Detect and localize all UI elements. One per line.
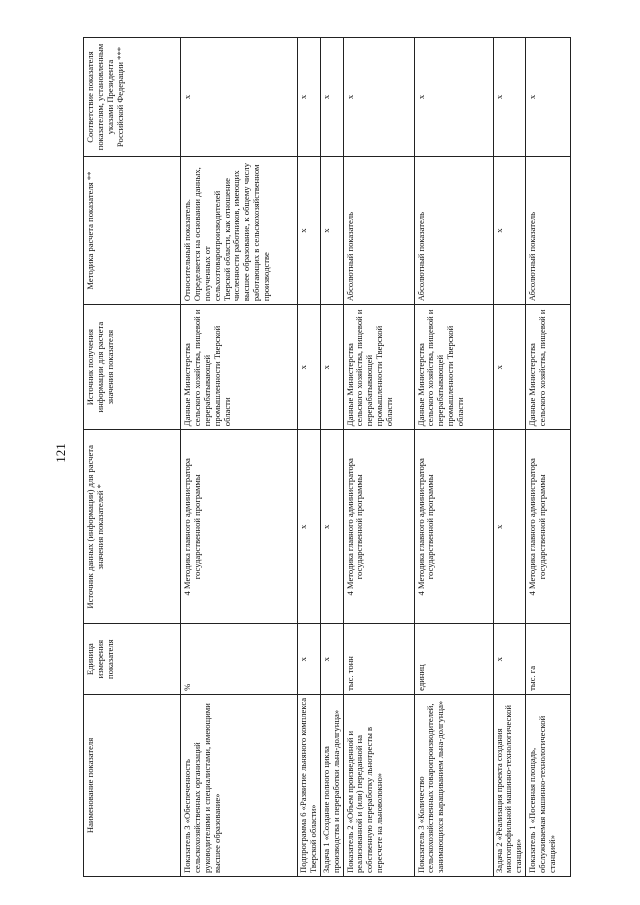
cell-decree: x [343, 38, 414, 157]
rotated-table-container [83, 37, 613, 877]
cell-method: Абсолютный показатель [414, 157, 493, 305]
cell-decree: x [414, 38, 493, 157]
cell-decree: x [493, 38, 526, 157]
cell-method: x [493, 157, 526, 305]
table-row [298, 38, 321, 877]
cell-unit: x [493, 624, 526, 694]
table-header-row [84, 38, 181, 877]
cell-indicator-name: Показатель 3 «Обеспеченность сельскохозяйственных организаций руководителями и специалистами, имеющими высшее образование» [181, 694, 298, 876]
cell-unit: x [298, 624, 321, 694]
cell-info-source: Данные Министерства сельского хозяйства, пищевой и перерабатывающей промышленности Тверской области [181, 305, 298, 430]
cell-data-source: 4 Методика главного администратора государственной программы [526, 430, 571, 624]
cell-info-source: Данные Министерства сельского хозяйства, пищевой и перерабатывающей промышленности Тверской области [343, 305, 414, 430]
cell-method: Абсолютный показатель [343, 157, 414, 305]
cell-unit: тыс. га [526, 624, 571, 694]
cell-data-source: 4 Методика главного администратора государственной программы [181, 430, 298, 624]
cell-info-source: Данные Министерства сельского хозяйства, пищевой и [526, 305, 571, 430]
header-indicator-name: Наименование показателя [84, 694, 181, 876]
cell-indicator-name: Показатель 3 «Количество сельскохозяйственных товаропроизводителей, занимающихся выращиванием льна-долгунца» [414, 694, 493, 876]
cell-decree: x [320, 38, 343, 157]
header-presidential-decree: Соответствие показателя показателям, установленным указами Президента Российской Федерации *** [84, 38, 181, 157]
cell-unit: x [320, 624, 343, 694]
cell-method: x [320, 157, 343, 305]
table-row [181, 38, 298, 877]
indicators-table [83, 37, 571, 877]
cell-decree: x [526, 38, 571, 157]
cell-data-source: 4 Методика главного администратора государственной программы [343, 430, 414, 624]
table-row [343, 38, 414, 877]
cell-data-source: x [320, 430, 343, 624]
header-unit: Единица измерения показателя [84, 624, 181, 694]
cell-method: Относительный показатель. Определяется на основании данных, полученных от сельхозтоваропроизводителей Тверской области, как отношение численности работников, имеющих высшее образование, к общему числу работающих в сельскохозяйственном производстве [181, 157, 298, 305]
table-row [320, 38, 343, 877]
cell-indicator-name: Задача 1 «Создание полного цикла производства и переработки льна-долгунца» [320, 694, 343, 876]
cell-indicator-name: Показатель 2 «Объем произведенной и реализованной и (или) переданной на собственную переработку льнотресты в пересчете на льноволокно» [343, 694, 414, 876]
cell-info-source: Данные Министерства сельского хозяйства, пищевой и перерабатывающей промышленности Тверской области [414, 305, 493, 430]
cell-unit: % [181, 624, 298, 694]
cell-indicator-name: Показатель 1 «Посевная площадь, обслуживаемая машинно-технологической станцией» [526, 694, 571, 876]
table-row [414, 38, 493, 877]
cell-unit: единиц [414, 624, 493, 694]
cell-method: x [298, 157, 321, 305]
cell-info-source: x [493, 305, 526, 430]
cell-info-source: x [320, 305, 343, 430]
cell-info-source: x [298, 305, 321, 430]
header-method: Методика расчета показателя ** [84, 157, 181, 305]
table-row [493, 38, 526, 877]
cell-indicator-name: Подпрограмма 6 «Развитие льняного комплекса Тверской области» [298, 694, 321, 876]
cell-decree: x [181, 38, 298, 157]
header-data-source: Источник данных (информации) для расчета значения показателей * [84, 430, 181, 624]
cell-indicator-name: Задача 2 «Реализация проекта создания многопрофильной машинно-технологической станции» [493, 694, 526, 876]
cell-data-source: 4 Методика главного администратора государственной программы [414, 430, 493, 624]
cell-decree: x [298, 38, 321, 157]
header-info-source: Источник получения информации для расчета значения показателя [84, 305, 181, 430]
cell-data-source: x [493, 430, 526, 624]
rotated-page-content [83, 37, 613, 877]
cell-unit: тыс. тонн [343, 624, 414, 694]
page-number: 121 [53, 443, 68, 463]
cell-method: Абсолютный показатель [526, 157, 571, 305]
table-row [526, 38, 571, 877]
cell-data-source: x [298, 430, 321, 624]
